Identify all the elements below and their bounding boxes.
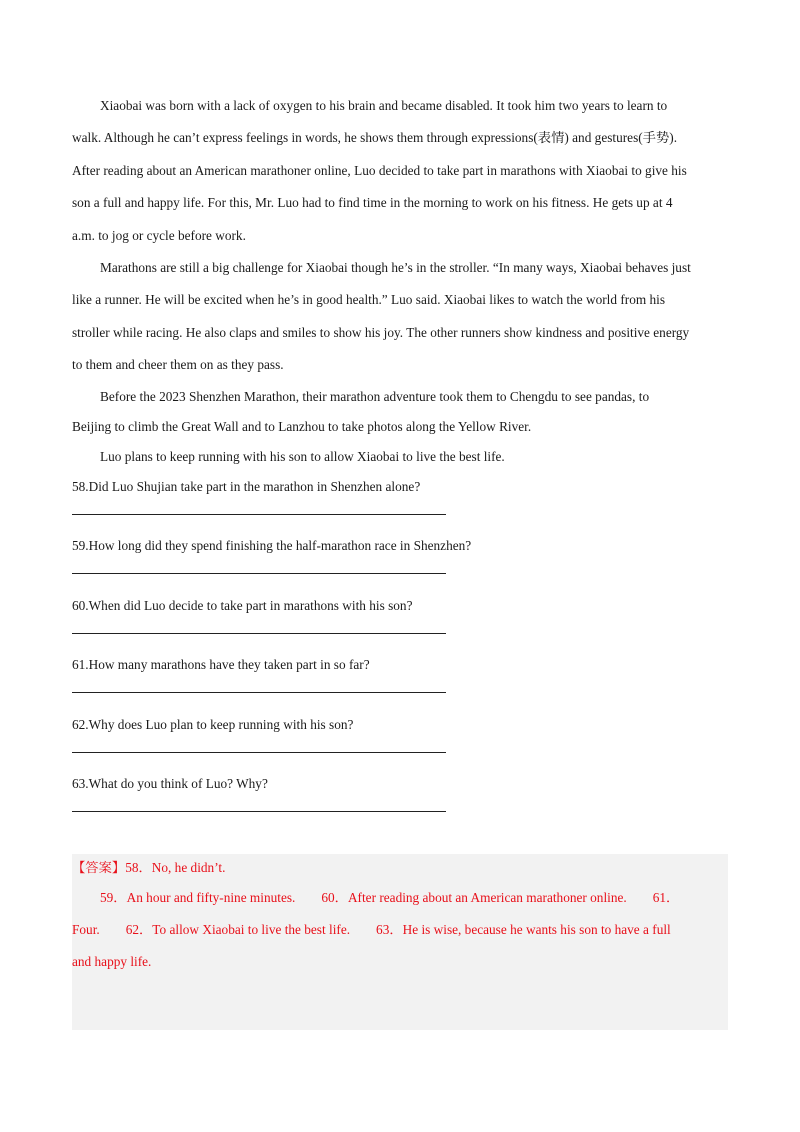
text-line: Luo plans to keep running with his son to allow Xiaobai to live the best life. bbox=[100, 448, 505, 464]
question-number: 60. bbox=[72, 597, 89, 613]
text-line: walk. Although he can’t express feelings in words, he shows them through expressions(表情) and gestures(手势). bbox=[72, 130, 678, 146]
question-number: 59. bbox=[72, 538, 89, 554]
question-text: How many marathons have they taken part in so far? bbox=[88, 657, 370, 673]
paragraph-1 bbox=[72, 90, 732, 252]
question-number: 61. bbox=[72, 657, 89, 673]
answer-blank-line[interactable] bbox=[72, 514, 446, 515]
answer-key-box bbox=[72, 854, 728, 1030]
paragraph-3 bbox=[72, 382, 732, 442]
question-60 bbox=[72, 591, 732, 651]
question-number: 63. bbox=[72, 776, 89, 792]
paragraph-2 bbox=[72, 252, 732, 382]
question-text: How long did they spend finishing the half-marathon race in Shenzhen? bbox=[88, 538, 472, 554]
answer-key bbox=[72, 854, 728, 978]
question-number: 58. bbox=[72, 478, 89, 494]
question-61 bbox=[72, 650, 732, 710]
text-line: Before the 2023 Shenzhen Marathon, their marathon adventure took them to Chengdu to see pandas, to bbox=[100, 388, 650, 404]
answer-61-text: Four. bbox=[72, 922, 100, 937]
text-line: a.m. to jog or cycle before work. bbox=[72, 227, 246, 243]
answer-63-continued: and happy life. bbox=[72, 954, 152, 969]
text-line: Xiaobai was born with a lack of oxygen to his brain and became disabled. It took him two years to learn to bbox=[100, 98, 668, 113]
question-number: 62. bbox=[72, 716, 89, 732]
answer-blank-line[interactable] bbox=[72, 633, 446, 634]
text-line: Marathons are still a big challenge for Xiaobai though he’s in the stroller. “In many ways, Xiaobai behaves just bbox=[100, 260, 691, 276]
paragraph-4 bbox=[72, 442, 732, 472]
answer-blank-line[interactable] bbox=[72, 752, 446, 753]
answer-63: 63．He is wise, because he wants his son to have a full bbox=[376, 922, 671, 937]
question-text: When did Luo decide to take part in marathons with his son? bbox=[88, 597, 413, 613]
answer-blank-line[interactable] bbox=[72, 811, 446, 812]
text-line: Beijing to climb the Great Wall and to Lanzhou to take photos along the Yellow River. bbox=[72, 418, 532, 434]
text-line: After reading about an American marathoner online, Luo decided to take part in marathons with Xiaobai to give his bbox=[72, 162, 687, 178]
question-59 bbox=[72, 531, 732, 591]
question-58 bbox=[72, 472, 732, 532]
answer-61-number: 61． bbox=[652, 890, 680, 905]
answer-label: 【答案】 bbox=[72, 860, 126, 875]
question-63 bbox=[72, 769, 732, 829]
text-line: like a runner. He will be excited when he’s in good health.” Luo said. Xiaobai likes to watch the world from his bbox=[72, 292, 666, 308]
question-text: Why does Luo plan to keep running with his son? bbox=[88, 716, 354, 732]
answer-blank-line[interactable] bbox=[72, 573, 446, 574]
answer-60: 60．After reading about an American marathoner online. bbox=[321, 890, 627, 905]
answer-59: 59．An hour and fifty-nine minutes. bbox=[100, 890, 296, 905]
text-line: stroller while racing. He also claps and smiles to show his joy. The other runners show kindness and positive energy bbox=[72, 324, 690, 340]
question-62 bbox=[72, 710, 732, 770]
answer-58: 58．No, he didn’t. bbox=[125, 860, 226, 875]
question-text: Did Luo Shujian take part in the marathon in Shenzhen alone? bbox=[88, 478, 421, 494]
text-line: to them and cheer them on as they pass. bbox=[72, 357, 284, 373]
answer-62: 62．To allow Xiaobai to live the best life. bbox=[125, 922, 351, 937]
passage bbox=[72, 90, 732, 472]
answer-blank-line[interactable] bbox=[72, 692, 446, 693]
question-list bbox=[72, 472, 732, 829]
document-page bbox=[72, 90, 732, 829]
text-line: son a full and happy life. For this, Mr. Luo had to find time in the morning to work on his fitness. He gets up at 4 bbox=[72, 195, 673, 211]
question-text: What do you think of Luo? Why? bbox=[88, 776, 268, 792]
